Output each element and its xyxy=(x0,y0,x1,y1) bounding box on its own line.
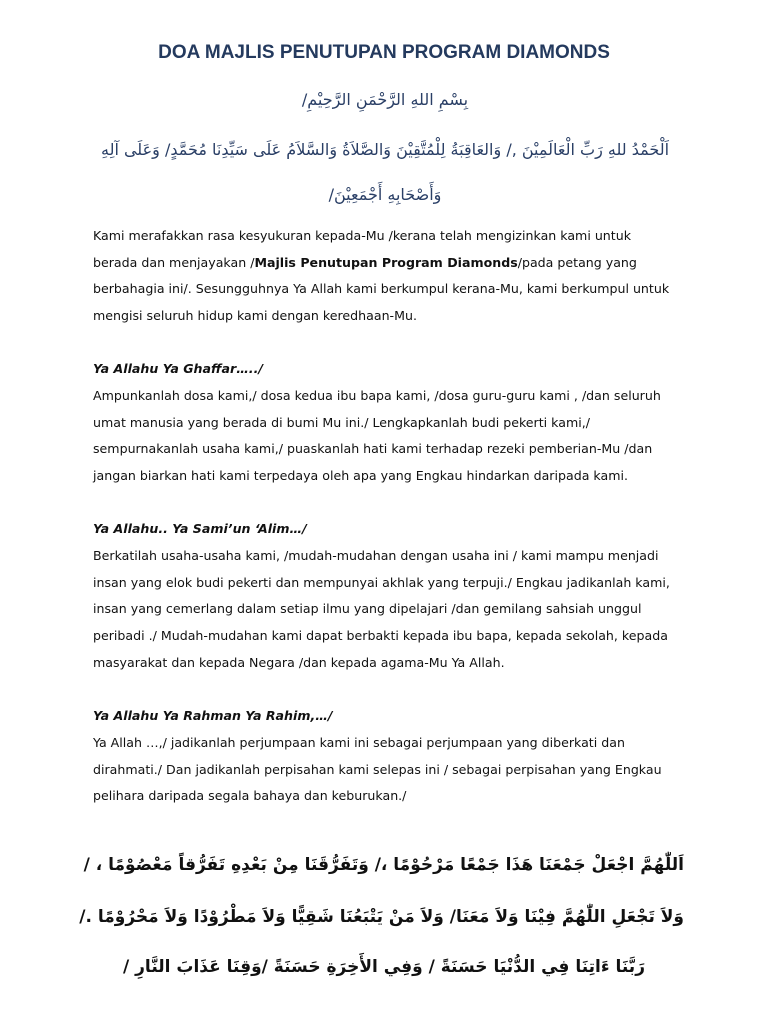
section-heading-sami-alim: Ya Allahu.. Ya Sami’un ‘Alim…/ xyxy=(93,521,307,536)
document-title: DOA MAJLIS PENUTUPAN PROGRAM DIAMONDS xyxy=(158,42,610,63)
paragraph-line: Kami merafakkan rasa kesyukuran kepada-Mu /kerana telah mengizinkan kami untuk xyxy=(93,228,632,243)
section-heading-ghaffar: Ya Allahu Ya Ghaffar…../ xyxy=(93,361,263,376)
paragraph-line: masyarakat dan kepada Negara /dan kepada agama-Mu Ya Allah. xyxy=(93,654,505,670)
program-name-bold: Majlis Penutupan Program Diamonds xyxy=(254,254,518,270)
paragraph-line xyxy=(93,250,678,277)
paragraph-line: sempurnakanlah usaha kami,/ puaskanlah hati kami terhadap rezeki pemberian-Mu /dan xyxy=(93,441,653,457)
arabic-closing-line-2: وَلاَ تَجْعَلِ اللّٰهُمَّ فِيْنَا وَلاَ مَعَنَا/ وَلاَ مَنْ يَتْبَعُنَا شَقِيًّا وَلاَ مَطْرُوْدًا وَلاَ مَحْرُوْمًا ./ xyxy=(79,907,684,927)
paragraph-line: Ampunkanlah dosa kami,/ dosa kedua ibu bapa kami, /dosa guru-guru kami , /dan seluruh xyxy=(93,388,661,403)
arabic-opening-line-2: وَأَصْحَابِهِ أَجْمَعِيْنَ/ xyxy=(328,185,442,204)
paragraph-line: mengisi seluruh hidup kami dengan keredhaan-Mu. xyxy=(93,308,417,324)
text-span: berada dan menjayakan / xyxy=(93,254,255,270)
paragraph-gratitude xyxy=(93,223,678,330)
arabic-opening-line-1: اَلْحَمْدُ للهِ رَبِّ الْعَالَمِيْنَ ,/ وَالعَاقِبَةُ لِلْمُتَّقِيْنَ وَالصَّلاَةُ وَالسَّلاَمُ عَلَى سَيِّدِنَا مُحَمَّدٍ/ وَعَلَى آلِهِ xyxy=(100,140,670,159)
paragraph-line: Berkatilah usaha-usaha kami, /mudah-mudahan dengan usaha ini / kami mampu menjadi xyxy=(93,548,659,563)
arabic-basmalah: بِسْمِ اللهِ الرَّحْمَنِ الرَّحِيْمِ/ xyxy=(301,90,469,109)
paragraph-meeting xyxy=(93,730,678,810)
paragraph-line: insan yang elok budi pekerti dan mempunyai akhlak yang terpuji./ Engkau jadikanlah kami, xyxy=(93,574,670,590)
paragraph-line: peribadi ./ Mudah-mudahan kami dapat berbakti kepada ibu bapa, kepada sekolah, kepada xyxy=(93,628,668,644)
paragraph-line: insan yang cemerlang dalam setiap ilmu yang dipelajari /dan gemilang sahsiah unggul xyxy=(93,601,642,617)
text-span: /pada petang yang xyxy=(517,254,637,270)
paragraph-line: berbahagia ini/. Sesungguhnya Ya Allah kami berkumpul kerana-Mu, kami berkumpul untuk xyxy=(93,281,670,297)
paragraph-forgiveness xyxy=(93,383,678,490)
paragraph-blessing xyxy=(93,543,678,677)
paragraph-line: jangan biarkan hati kami terpedaya oleh apa yang Engkau hindarkan daripada kami. xyxy=(93,468,628,484)
paragraph-line: pelihara daripada segala bahaya dan keburukan./ xyxy=(93,788,407,804)
section-heading-rahman-rahim: Ya Allahu Ya Rahman Ya Rahim,…/ xyxy=(93,708,333,723)
arabic-closing-line-3: رَبَّنَا ءَاتِنَا فِي الدُّنْيَا حَسَنَةً / وَفِي الأَخِرَةِ حَسَنَةً /وَقِنَا عَذَابَ النَّارِ / xyxy=(123,957,645,977)
paragraph-line: Ya Allah …,/ jadikanlah perjumpaan kami ini sebagai perjumpaan yang diberkati dan xyxy=(93,735,625,750)
arabic-closing-line-1: اَللّٰهُمَّ اجْعَلْ جَمْعَنَا هَذَا جَمْعًا مَرْحُوْمًا ،/ وَتَفَرُّقَنَا مِنْ بَعْدِهِ تَفَرُّقاً مَعْصُوْمًا ، / xyxy=(83,855,684,875)
paragraph-line: umat manusia yang berada di bumi Mu ini./ Lengkapkanlah budi pekerti kami,/ xyxy=(93,414,590,430)
paragraph-line: dirahmati./ Dan jadikanlah perpisahan kami selepas ini / sebagai perpisahan yang Engkau xyxy=(93,761,662,777)
